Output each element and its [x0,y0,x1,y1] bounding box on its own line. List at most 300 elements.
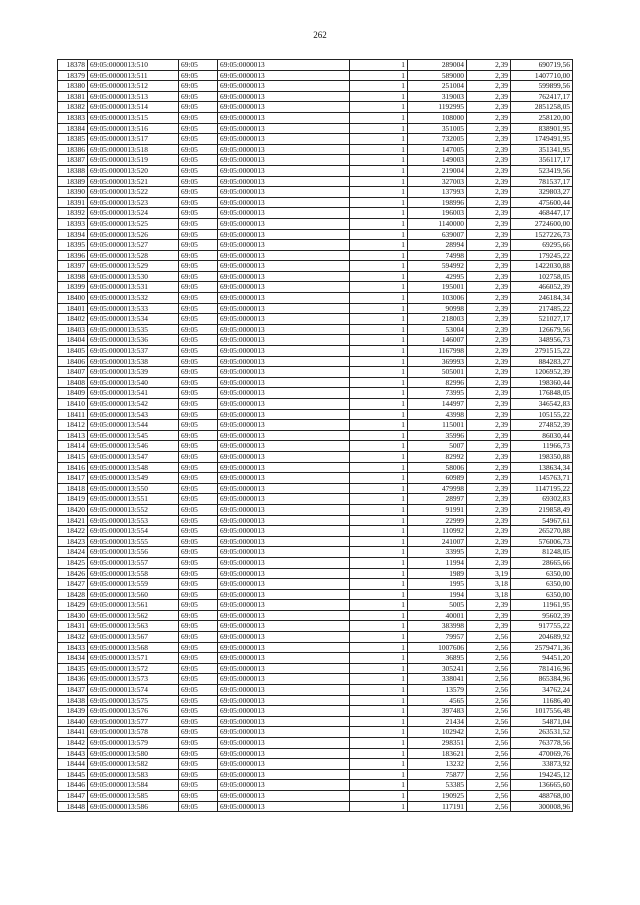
rate-value: 2,56 [467,780,511,791]
count-value: 1 [350,610,408,621]
cadastral-number: 69:05:0000013:582 [88,759,179,770]
cadastral-number: 69:05:0000013:523 [88,197,179,208]
row-number: 18397 [58,261,88,272]
rate-value: 2,39 [467,229,511,240]
cadastral-number: 69:05:0000013:543 [88,409,179,420]
cadastral-value: 54967,61 [511,515,573,526]
count-value: 1 [350,790,408,801]
quarter-code: 69:05:0000013 [218,632,350,643]
cadastral-value: 917755,22 [511,621,573,632]
rate-value: 2,39 [467,346,511,357]
table-row [58,663,573,674]
quarter-code: 69:05:0000013 [218,653,350,664]
quarter-code: 69:05:0000013 [218,547,350,558]
count-value: 1 [350,494,408,505]
row-number: 18402 [58,314,88,325]
count-value: 1 [350,261,408,272]
district-code: 69:05 [179,165,218,176]
district-code: 69:05 [179,674,218,685]
table-row [58,420,573,431]
quarter-code: 69:05:0000013 [218,494,350,505]
rate-value: 2,39 [467,293,511,304]
rate-value: 2,56 [467,801,511,812]
table-row [58,218,573,229]
count-value: 1 [350,102,408,113]
rate-value: 2,39 [467,271,511,282]
count-value: 1 [350,695,408,706]
area-value: 1994 [408,589,467,600]
district-code: 69:05 [179,388,218,399]
quarter-code: 69:05:0000013 [218,282,350,293]
cadastral-value: 475600,44 [511,197,573,208]
row-number: 18426 [58,568,88,579]
quarter-code: 69:05:0000013 [218,346,350,357]
rate-value: 2,39 [467,600,511,611]
row-number: 18392 [58,208,88,219]
rate-value: 2,56 [467,759,511,770]
district-code: 69:05 [179,60,218,71]
district-code: 69:05 [179,441,218,452]
quarter-code: 69:05:0000013 [218,600,350,611]
cadastral-number: 69:05:0000013:583 [88,769,179,780]
rate-value: 2,39 [467,218,511,229]
count-value: 1 [350,504,408,515]
rate-value: 2,56 [467,748,511,759]
table-row [58,356,573,367]
table-row [58,176,573,187]
row-number: 18427 [58,579,88,590]
count-value: 1 [350,399,408,410]
cadastral-value: 1749491,95 [511,134,573,145]
cadastral-number: 69:05:0000013:553 [88,515,179,526]
count-value: 1 [350,271,408,282]
area-value: 1167998 [408,346,467,357]
table-row [58,314,573,325]
table-row [58,441,573,452]
row-number: 18381 [58,91,88,102]
district-code: 69:05 [179,282,218,293]
cadastral-number: 69:05:0000013:510 [88,60,179,71]
area-value: 639007 [408,229,467,240]
count-value: 1 [350,642,408,653]
rate-value: 2,39 [467,377,511,388]
district-code: 69:05 [179,801,218,812]
count-value: 1 [350,600,408,611]
area-value: 13579 [408,685,467,696]
area-value: 90998 [408,303,467,314]
cadastral-number: 69:05:0000013:520 [88,165,179,176]
cadastral-value: 28665,66 [511,557,573,568]
rate-value: 2,39 [467,547,511,558]
rate-value: 2,56 [467,632,511,643]
area-value: 36895 [408,653,467,664]
cadastral-value: 1017556,48 [511,706,573,717]
quarter-code: 69:05:0000013 [218,716,350,727]
count-value: 1 [350,70,408,81]
quarter-code: 69:05:0000013 [218,409,350,420]
rate-value: 3,19 [467,568,511,579]
quarter-code: 69:05:0000013 [218,60,350,71]
cadastral-value: 1422030,88 [511,261,573,272]
row-number: 18396 [58,250,88,261]
table-row [58,462,573,473]
quarter-code: 69:05:0000013 [218,748,350,759]
area-value: 28997 [408,494,467,505]
rate-value: 2,56 [467,790,511,801]
cadastral-value: 599899,56 [511,81,573,92]
area-value: 82992 [408,451,467,462]
rate-value: 2,39 [467,483,511,494]
cadastral-number: 69:05:0000013:576 [88,706,179,717]
cadastral-value: 346542,83 [511,399,573,410]
rate-value: 2,39 [467,91,511,102]
count-value: 1 [350,229,408,240]
table-row [58,780,573,791]
row-number: 18434 [58,653,88,664]
area-value: 35996 [408,430,467,441]
area-value: 108000 [408,112,467,123]
count-value: 1 [350,123,408,134]
cadastral-number: 69:05:0000013:527 [88,240,179,251]
table-row [58,187,573,198]
rate-value: 2,56 [467,642,511,653]
count-value: 1 [350,515,408,526]
district-code: 69:05 [179,769,218,780]
row-number: 18411 [58,409,88,420]
cadastral-value: 198350,88 [511,451,573,462]
district-code: 69:05 [179,377,218,388]
quarter-code: 69:05:0000013 [218,610,350,621]
cadastral-value: 468447,17 [511,208,573,219]
area-value: 594992 [408,261,467,272]
cadastral-value: 2851258,05 [511,102,573,113]
table-row [58,409,573,420]
quarter-code: 69:05:0000013 [218,801,350,812]
district-code: 69:05 [179,367,218,378]
cadastral-value: 523419,56 [511,165,573,176]
table-row [58,695,573,706]
area-value: 1989 [408,568,467,579]
rate-value: 2,39 [467,261,511,272]
quarter-code: 69:05:0000013 [218,218,350,229]
row-number: 18421 [58,515,88,526]
table-row [58,123,573,134]
row-number: 18445 [58,769,88,780]
district-code: 69:05 [179,409,218,420]
district-code: 69:05 [179,727,218,738]
count-value: 1 [350,536,408,547]
quarter-code: 69:05:0000013 [218,165,350,176]
rate-value: 2,39 [467,324,511,335]
count-value: 1 [350,155,408,166]
cadastral-value: 136665,60 [511,780,573,791]
rate-value: 2,39 [467,430,511,441]
quarter-code: 69:05:0000013 [218,420,350,431]
cadastral-number: 69:05:0000013:554 [88,526,179,537]
quarter-code: 69:05:0000013 [218,112,350,123]
cadastral-number: 69:05:0000013:513 [88,91,179,102]
row-number: 18433 [58,642,88,653]
count-value: 1 [350,526,408,537]
row-number: 18389 [58,176,88,187]
table-row [58,112,573,123]
count-value: 1 [350,367,408,378]
area-value: 305241 [408,663,467,674]
row-number: 18414 [58,441,88,452]
district-code: 69:05 [179,144,218,155]
table-row [58,60,573,71]
cadastral-number: 69:05:0000013:560 [88,589,179,600]
rate-value: 2,39 [467,610,511,621]
cadastral-number: 69:05:0000013:511 [88,70,179,81]
count-value: 1 [350,579,408,590]
rate-value: 2,39 [467,155,511,166]
cadastral-value: 781416,96 [511,663,573,674]
quarter-code: 69:05:0000013 [218,399,350,410]
area-value: 33995 [408,547,467,558]
area-value: 198996 [408,197,467,208]
cadastral-value: 763778,56 [511,738,573,749]
area-value: 53385 [408,780,467,791]
cadastral-number: 69:05:0000013:575 [88,695,179,706]
cadastral-value: 33873,92 [511,759,573,770]
district-code: 69:05 [179,91,218,102]
count-value: 1 [350,240,408,251]
area-value: 1995 [408,579,467,590]
area-value: 60989 [408,473,467,484]
district-code: 69:05 [179,208,218,219]
cadastral-number: 69:05:0000013:547 [88,451,179,462]
quarter-code: 69:05:0000013 [218,504,350,515]
count-value: 1 [350,303,408,314]
district-code: 69:05 [179,314,218,325]
table-row [58,81,573,92]
count-value: 1 [350,176,408,187]
area-value: 505001 [408,367,467,378]
table-row [58,494,573,505]
table-row [58,536,573,547]
cadastral-value: 11961,95 [511,600,573,611]
rate-value: 2,39 [467,60,511,71]
row-number: 18400 [58,293,88,304]
cadastral-value: 466052,39 [511,282,573,293]
cadastral-number: 69:05:0000013:536 [88,335,179,346]
cadastral-number: 69:05:0000013:568 [88,642,179,653]
table-row [58,653,573,664]
row-number: 18383 [58,112,88,123]
cadastral-number: 69:05:0000013:541 [88,388,179,399]
quarter-code: 69:05:0000013 [218,759,350,770]
cadastral-number: 69:05:0000013:555 [88,536,179,547]
row-number: 18394 [58,229,88,240]
count-value: 1 [350,738,408,749]
row-number: 18437 [58,685,88,696]
district-code: 69:05 [179,547,218,558]
cadastral-value: 95602,39 [511,610,573,621]
count-value: 1 [350,187,408,198]
cadastral-value: 1147195,22 [511,483,573,494]
district-code: 69:05 [179,123,218,134]
cadastral-number: 69:05:0000013:563 [88,621,179,632]
table-row [58,589,573,600]
district-code: 69:05 [179,399,218,410]
area-value: 298351 [408,738,467,749]
cadastral-number: 69:05:0000013:573 [88,674,179,685]
district-code: 69:05 [179,716,218,727]
cadastral-value: 69302,83 [511,494,573,505]
count-value: 1 [350,293,408,304]
rate-value: 2,39 [467,134,511,145]
quarter-code: 69:05:0000013 [218,727,350,738]
district-code: 69:05 [179,790,218,801]
count-value: 1 [350,557,408,568]
cadastral-number: 69:05:0000013:525 [88,218,179,229]
cadastral-value: 11966,73 [511,441,573,452]
row-number: 18440 [58,716,88,727]
table-row [58,197,573,208]
row-number: 18439 [58,706,88,717]
count-value: 1 [350,218,408,229]
table-row [58,727,573,738]
row-number: 18425 [58,557,88,568]
cadastral-value: 781537,17 [511,176,573,187]
row-number: 18401 [58,303,88,314]
cadastral-value: 329803,27 [511,187,573,198]
row-number: 18428 [58,589,88,600]
quarter-code: 69:05:0000013 [218,568,350,579]
count-value: 1 [350,748,408,759]
row-number: 18385 [58,134,88,145]
quarter-code: 69:05:0000013 [218,685,350,696]
cadastral-value: 762417,17 [511,91,573,102]
district-code: 69:05 [179,324,218,335]
cadastral-number: 69:05:0000013:561 [88,600,179,611]
table-row [58,632,573,643]
row-number: 18380 [58,81,88,92]
cadastral-value: 34762,24 [511,685,573,696]
table-row [58,430,573,441]
table-body [58,60,573,812]
cadastral-number: 69:05:0000013:559 [88,579,179,590]
quarter-code: 69:05:0000013 [218,197,350,208]
area-value: 183621 [408,748,467,759]
table-row [58,282,573,293]
cadastral-number: 69:05:0000013:516 [88,123,179,134]
table-row [58,229,573,240]
district-code: 69:05 [179,483,218,494]
area-value: 43998 [408,409,467,420]
cadastral-number: 69:05:0000013:580 [88,748,179,759]
table-row [58,769,573,780]
area-value: 251004 [408,81,467,92]
district-code: 69:05 [179,261,218,272]
rate-value: 2,39 [467,81,511,92]
quarter-code: 69:05:0000013 [218,261,350,272]
cadastral-value: 194245,12 [511,769,573,780]
table-row [58,526,573,537]
table-row [58,388,573,399]
quarter-code: 69:05:0000013 [218,250,350,261]
area-value: 117191 [408,801,467,812]
rate-value: 2,39 [467,240,511,251]
table-row [58,144,573,155]
district-code: 69:05 [179,346,218,357]
cadastral-number: 69:05:0000013:521 [88,176,179,187]
cadastral-number: 69:05:0000013:562 [88,610,179,621]
area-value: 327003 [408,176,467,187]
quarter-code: 69:05:0000013 [218,451,350,462]
area-value: 5007 [408,441,467,452]
count-value: 1 [350,568,408,579]
rate-value: 2,56 [467,674,511,685]
count-value: 1 [350,356,408,367]
quarter-code: 69:05:0000013 [218,314,350,325]
rate-value: 2,56 [467,695,511,706]
cadastral-number: 69:05:0000013:526 [88,229,179,240]
area-value: 351005 [408,123,467,134]
rate-value: 2,39 [467,176,511,187]
quarter-code: 69:05:0000013 [218,388,350,399]
area-value: 1007606 [408,642,467,653]
rate-value: 2,39 [467,303,511,314]
cadastral-value: 219858,49 [511,504,573,515]
quarter-code: 69:05:0000013 [218,208,350,219]
cadastral-value: 11686,40 [511,695,573,706]
district-code: 69:05 [179,695,218,706]
cadastral-value: 488768,00 [511,790,573,801]
table-row [58,335,573,346]
area-value: 75877 [408,769,467,780]
rate-value: 2,39 [467,367,511,378]
table-row [58,250,573,261]
cadastral-number: 69:05:0000013:535 [88,324,179,335]
area-value: 58006 [408,462,467,473]
area-value: 28994 [408,240,467,251]
rate-value: 2,39 [467,451,511,462]
area-value: 479998 [408,483,467,494]
row-number: 18406 [58,356,88,367]
count-value: 1 [350,134,408,145]
row-number: 18441 [58,727,88,738]
row-number: 18391 [58,197,88,208]
area-value: 147005 [408,144,467,155]
table-row [58,399,573,410]
area-value: 79957 [408,632,467,643]
table-row [58,610,573,621]
table-row [58,293,573,304]
table-row [58,451,573,462]
quarter-code: 69:05:0000013 [218,706,350,717]
rate-value: 2,39 [467,399,511,410]
rate-value: 2,39 [467,441,511,452]
rate-value: 2,56 [467,769,511,780]
district-code: 69:05 [179,356,218,367]
cadastral-number: 69:05:0000013:539 [88,367,179,378]
cadastral-value: 884283,27 [511,356,573,367]
quarter-code: 69:05:0000013 [218,187,350,198]
cadastral-number: 69:05:0000013:542 [88,399,179,410]
district-code: 69:05 [179,568,218,579]
cadastral-number: 69:05:0000013:584 [88,780,179,791]
area-value: 22999 [408,515,467,526]
count-value: 1 [350,759,408,770]
table-row [58,303,573,314]
quarter-code: 69:05:0000013 [218,430,350,441]
row-number: 18399 [58,282,88,293]
district-code: 69:05 [179,621,218,632]
quarter-code: 69:05:0000013 [218,621,350,632]
cadastral-value: 6350,00 [511,579,573,590]
